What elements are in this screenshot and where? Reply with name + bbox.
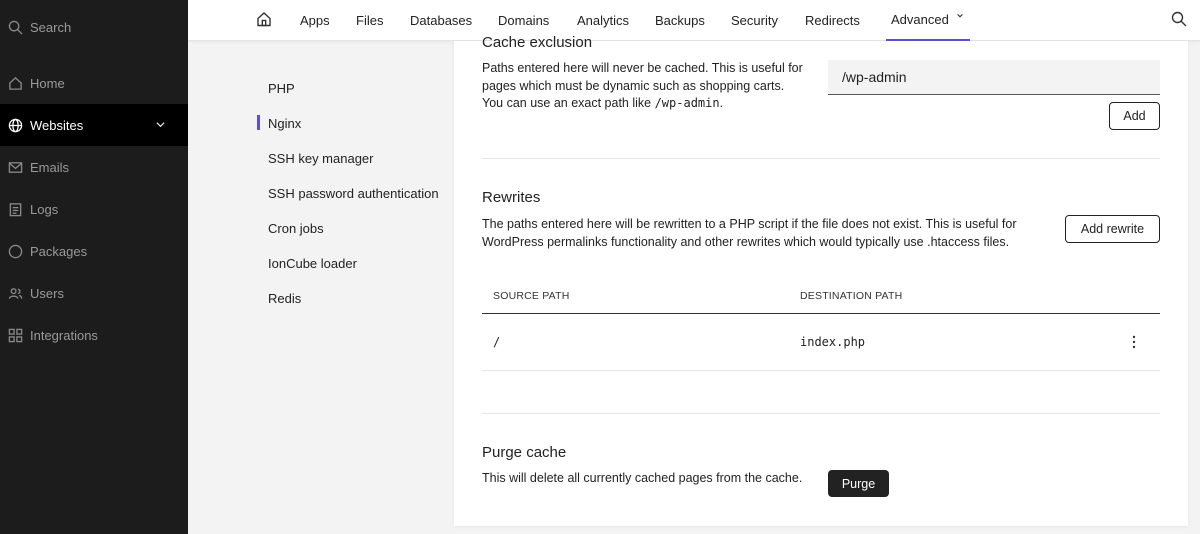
subnav-item-redis[interactable]: Redis — [268, 291, 302, 306]
table-row-border — [482, 370, 1160, 371]
nginx-settings-card — [454, 34, 1188, 526]
desc-prefix: You can use an exact path like — [482, 96, 655, 110]
sidebar-item-label: Home — [30, 75, 65, 91]
sidebar-item-users[interactable] — [0, 272, 188, 314]
sidebar-item-label: Packages — [30, 243, 88, 259]
cache-exclusion-desc-line1: Paths entered here will never be cached. This is useful for — [482, 61, 803, 75]
cache-exclusion-path-input[interactable]: /wp-admin — [828, 60, 1160, 95]
sidebar-item-logs[interactable] — [0, 188, 188, 230]
desc-suffix: . — [719, 96, 724, 110]
rewrites-title: Rewrites — [482, 189, 541, 206]
source-path-cell: / — [493, 335, 501, 349]
search-button[interactable] — [1171, 0, 1187, 41]
subnav-item-php[interactable]: PHP — [268, 81, 295, 96]
tab-redirects[interactable]: Redirects — [805, 13, 860, 28]
integrations-icon — [8, 328, 23, 343]
chevron-down-icon — [956, 12, 964, 20]
rewrites-description — [482, 216, 1052, 251]
add-rewrite-button[interactable]: Add rewrite — [1065, 215, 1160, 243]
rewrites-desc-line2: WordPress permalinks functionality and other rewrites which would typically use .htaccess files. — [482, 234, 1010, 249]
home-icon — [256, 11, 272, 30]
subnav-item-cron-jobs[interactable]: Cron jobs — [268, 221, 324, 236]
tab-advanced-label: Advanced — [891, 12, 949, 27]
top-nav — [188, 0, 1200, 41]
purge-cache-description: This will delete all currently cached pages from the cache. — [482, 471, 803, 485]
packages-icon — [8, 244, 23, 259]
sidebar-item-home[interactable] — [0, 62, 188, 104]
sidebar-item-integrations[interactable] — [0, 314, 188, 356]
tab-advanced[interactable] — [886, 0, 970, 41]
cache-exclusion-description — [482, 60, 822, 113]
divider — [482, 413, 1160, 414]
column-header-destination-path: DESTINATION PATH — [800, 290, 903, 302]
cache-exclusion-desc-line2: pages which must be dynamic such as shopping carts. — [482, 78, 785, 93]
mail-icon — [8, 160, 23, 175]
sidebar-search-label: Search — [30, 19, 72, 35]
sidebar — [0, 0, 188, 534]
home-icon — [8, 76, 23, 91]
tab-apps[interactable]: Apps — [300, 13, 330, 28]
cache-exclusion-title: Cache exclusion — [482, 34, 593, 51]
desc-code: /wp-admin — [654, 96, 720, 110]
tab-domains[interactable]: Domains — [498, 13, 550, 28]
table-header-border — [482, 313, 1160, 314]
tab-databases[interactable]: Databases — [410, 13, 473, 28]
sidebar-item-label: Logs — [30, 201, 59, 217]
destination-path-cell: index.php — [800, 335, 866, 349]
sidebar-item-label: Integrations — [30, 327, 98, 343]
subnav-item-nginx[interactable]: Nginx — [268, 116, 302, 131]
chevron-down-icon — [155, 118, 166, 133]
subnav-item-ssh-key-manager[interactable]: SSH key manager — [268, 151, 374, 166]
logs-icon — [8, 202, 23, 217]
globe-icon — [8, 118, 23, 133]
subnav-active-indicator — [257, 115, 260, 130]
purge-cache-title: Purge cache — [482, 444, 567, 461]
sidebar-item-packages[interactable] — [0, 230, 188, 272]
tab-files[interactable]: Files — [356, 13, 384, 28]
add-button[interactable]: Add — [1109, 102, 1160, 130]
nav-home-button[interactable] — [256, 0, 272, 41]
subnav-item-ioncube-loader[interactable]: IonCube loader — [268, 256, 357, 271]
sidebar-item-label: Websites — [30, 117, 84, 133]
sidebar-search[interactable] — [0, 6, 188, 48]
sidebar-item-label: Emails — [30, 159, 70, 175]
search-icon — [1171, 11, 1187, 30]
tab-security[interactable]: Security — [731, 13, 778, 28]
sidebar-item-emails[interactable] — [0, 146, 188, 188]
more-options-icon[interactable] — [1126, 334, 1142, 350]
tab-analytics[interactable]: Analytics — [577, 13, 630, 28]
purge-button[interactable]: Purge — [828, 470, 889, 497]
cache-exclusion-desc-line3 — [482, 95, 822, 113]
users-icon — [8, 286, 23, 301]
sidebar-item-label: Users — [30, 285, 64, 301]
column-header-source-path: SOURCE PATH — [493, 290, 570, 302]
search-icon — [8, 20, 23, 35]
sidebar-item-websites[interactable] — [0, 104, 188, 146]
tab-backups[interactable]: Backups — [655, 13, 705, 28]
divider — [482, 158, 1160, 159]
subnav-item-ssh-password-auth[interactable]: SSH password authentication — [268, 186, 439, 201]
rewrites-desc-line1: The paths entered here will be rewritten to a PHP script if the file does not exist. This is useful for — [482, 217, 1017, 231]
